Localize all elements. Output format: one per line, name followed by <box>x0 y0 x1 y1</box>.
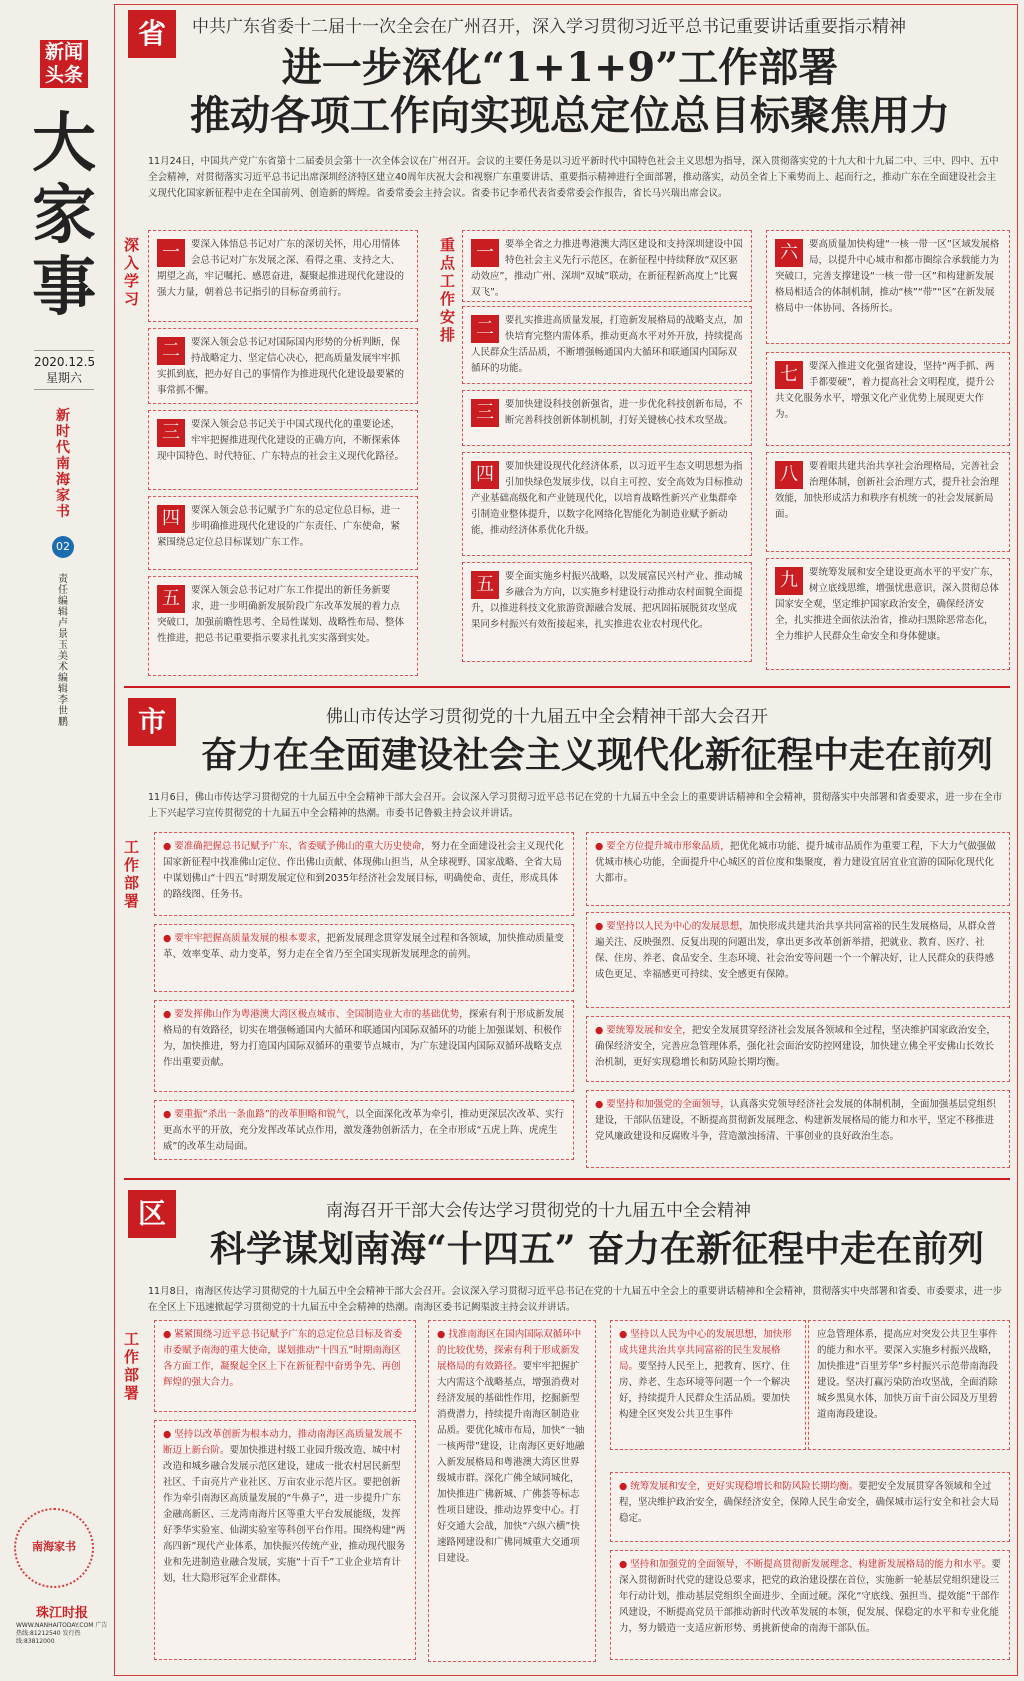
point-highlight: ● 要牢牢把握高质量发展的根本要求， <box>163 933 327 944</box>
section3-subhead: 南海召开干部大会传达学习贯彻党的十九届五中全会精神 <box>326 1201 751 1221</box>
point-box <box>154 1100 574 1160</box>
point-box <box>154 832 574 916</box>
section1-lead: 11月24日，中国共产党广东省第十二届委员会第十一次全体会议在广州召开。会议的主要任务是以习近平新时代中国特色社会主义思想为指导，深入贯彻落实党的十九大和十九届二中、三中、四中、五中全会精神，对贯彻落实习近平总书记出席深圳经济特区建立40周年庆祝大会和视察广东重要讲话、重要指示精神进行全面部署，推动落实，动员全省上下乘势而上、起而行之，推动广东在全面建设社会主义现代化国家新征程中走在全国前列、创造新的辉煌。省委常委会主持会议。省委书记李希代表省委常委会作报告，省长马兴瑞出席会议。 <box>148 156 999 199</box>
point-number: 四 <box>471 461 499 489</box>
point-number: 五 <box>157 585 185 613</box>
section1-subhead: 中共广东省委十二届十一次全会在广州召开，深入学习贯彻习近平总书记重要讲话重要指示精神 <box>192 17 906 37</box>
point-number: 八 <box>775 461 803 489</box>
point-box <box>148 576 418 676</box>
point-text: 应急管理体系，提高应对突发公共卫生事件的能力和水平。要深入实施乡村振兴战略，加快推进“百里芳华”乡村振兴示范带南海段建设。坚决打赢污染防治攻坚战，全面消除城乡黑臭水体，加快万亩千亩公园及万里碧道南海段建设。 <box>817 1329 998 1420</box>
column-title: 大家事 <box>32 106 96 325</box>
point-highlight: ● 坚持以改革创新为根本动力，推动南海区高质量发展不断迈上新台阶。 <box>163 1429 403 1456</box>
editors-credit: 责任编辑 卢景玉 美术编辑 李世鹏 <box>58 574 68 728</box>
date-text: 2020.12.5 <box>34 355 96 369</box>
point-highlight: ● 统筹发展和安全，更好实现稳增长和防风险长期均衡。 <box>619 1481 859 1492</box>
page-number: 02 <box>52 536 74 558</box>
point-box <box>462 562 752 662</box>
point-highlight: ● 要重振“杀出一条血路”的改革胆略和锐气， <box>163 1109 356 1120</box>
point-box <box>148 496 418 570</box>
point-box <box>766 558 1010 670</box>
point-box <box>586 832 1010 906</box>
point-box <box>428 1320 596 1662</box>
point-box <box>148 230 418 322</box>
point-box <box>766 352 1010 446</box>
point-text: 要坚持人民至上，把教育、医疗、住房、养老、生态环境等问题一个一个解决好，持续提升人民群众生活品质。要加快构建全区突发公共卫生事件 <box>619 1361 791 1420</box>
weekday-text: 星期六 <box>45 371 82 385</box>
point-text: 要举全省之力推进粤港澳大湾区建设和支持深圳建设中国特色社会主义先行示范区，在新征程中持续释放“双区驱动效应”，推动广州、深圳“双城”联动，在新征程新高度上“比翼双飞”。 <box>471 239 743 298</box>
section-divider <box>124 686 1010 688</box>
section1-headline-1: 进一步深化“1+1+9”工作部署 <box>281 44 839 91</box>
point-text: 要深入推进文化强省建设，坚持“两手抓、两手都要硬”，着力提高社会文明程度，提升公共文化服务水平，增强文化产业优势上展现更大作为。 <box>775 361 995 420</box>
point-box <box>462 230 752 302</box>
point-box <box>586 1090 1010 1168</box>
section2-subhead: 佛山市传达学习贯彻党的十九届五中全会精神干部大会召开 <box>326 707 768 727</box>
point-box <box>462 390 752 446</box>
point-text: 认真落实党领导经济社会发展的体制机制，全面加强基层党组织建设，干部队伍建设，不断提高贯彻新发展理念、构建新发展格局的能力和水平，坚定不移推进党风廉政建设和反腐败斗争，营造激浊扬清、干事创业的良好政治生态。 <box>595 1099 996 1142</box>
point-text: 要深入领会总书记对国际国内形势的分析判断，保持战略定力、坚定信心决心，把高质量发展牢牢抓实抓到底，把办好自己的事情作为推进现代化建设最要紧的事常抓不懈。 <box>157 337 405 396</box>
point-text: 要着眼共建共治共享社会治理格局，完善社会治理体制，创新社会治理方式，提升社会治理效能，加快形成活力和秩序有机统一的社会发展新局面。 <box>775 461 1000 520</box>
point-text: 要深入领会总书记对广东工作提出的新任务新要求，进一步明确新发展阶段广东改革发展的着力点突破口，加强前瞻性思考、全局性谋划、战略性布局、整体性推进，把总书记重要指示要求扎扎实实落到实处。 <box>157 585 405 644</box>
point-box <box>154 924 574 992</box>
point-number: 六 <box>775 239 803 267</box>
point-number: 七 <box>775 361 803 389</box>
point-box <box>610 1550 1010 1660</box>
section2-lead: 11月6日，佛山市传达学习贯彻党的十九届五中全会精神干部大会召开。会议深入学习贯彻习近平总书记在党的十九届五中全会上的重要讲话精神和全会精神，贯彻落实中央部署和省委要求，进一步在全市上下兴起学习宣传贯彻党的十九届五中全会精神的热潮。市委书记鲁毅主持会议并讲话。 <box>148 792 1003 819</box>
point-box <box>462 452 752 556</box>
point-number: 二 <box>471 315 499 343</box>
point-box <box>586 912 1010 1008</box>
point-number: 三 <box>157 419 185 447</box>
qr-label: 南海家书 <box>32 1540 76 1553</box>
point-box <box>154 1420 416 1660</box>
section-divider <box>124 1178 1010 1180</box>
point-box <box>610 1472 1010 1542</box>
newspaper-logo: 珠江时报 <box>35 1606 88 1621</box>
point-text: 把安全发展贯穿经济社会发展各领域和全过程，坚决维护国家政治安全，确保经济安全，完善应急管理体系，强化社会面治安防控网建设，加快建立佛全平安佛山长效长治机制，更好实现稳增长和防风险长期均衡。 <box>595 1025 996 1068</box>
point-text: 要深入贯彻新时代党的建设总要求，把党的政治建设摆在首位，实施新一轮基层党组织建设三年行动计划，推动基层党组织全面进步、全面过硬。深化“守底线、强担当、提效能”干部作风建设，不断提高党员干部推动新时代改革发展的本领，促发展、保稳定的水平和专业化能力，努力锻造一支适应新形势、勇挑新使命的南海干部队伍。 <box>619 1559 1001 1634</box>
point-text: 要牢牢把握扩大内需这个战略基点，增强消费对经济发展的基础性作用，挖掘新型消费潜力，持续提升南海区制造业品质。要优化城市布局，加快“一轴一核两带”建设，让南海区更好地融入新发展格局和粤港澳大湾区世界级城市群。深化广佛全域同城化，加快推进广佛新城、广佛荟等标志性项目建设，推动边界变中心。打好交通大会战，加快“六纵六横”快速路网建设和广佛同城重大交通项目建设。 <box>437 1361 585 1564</box>
point-text: 努力在全面建设社会主义现代化国家新征程中找准佛山定位、作出佛山贡献、体现佛山担当，从全球视野、国家战略、全省大局中谋划佛山“十四五”时期发展定位和到2035年经济社会发展目标，明确使命、责任，形成具体的路线图、任务书。 <box>163 841 564 900</box>
point-box <box>610 1320 806 1450</box>
point-highlight: ● 要坚持以人民为中心的发展思想， <box>595 921 749 932</box>
point-highlight: ● 要统筹发展和安全， <box>595 1025 692 1036</box>
point-number: 一 <box>157 239 185 267</box>
point-box <box>148 410 418 490</box>
section-mark-city: 市 <box>128 698 176 746</box>
point-highlight: ● 坚持以人民为中心的发展思想，加快形成共建共治共享共同富裕的民生发展格局。 <box>619 1329 792 1372</box>
vertical-column-tag: 新时代南海家书 <box>56 408 70 520</box>
point-text: 要深入领会总书记赋予广东的总定位总目标，进一步明确推进现代化建设的广东责任、广东使命，紧紧围绕总定位总目标谋划广东工作。 <box>157 505 401 548</box>
point-text: 要深入体悟总书记对广东的深切关怀，用心用情体会总书记对广东发展之深、看得之重、支持之大、期望之高，牢记嘱托、感恩奋进，凝聚起推进现代化建设的强大力量，朝着总书记指引的目标奋勇前行。 <box>157 239 405 298</box>
point-highlight: ● 找准南海区在国内国际双循环中的比较优势，探索有利于形成新发展格局的有效路径。 <box>437 1329 582 1372</box>
point-text: 要加快建设现代化经济体系，以习近平生态文明思想为指引加快绿色发展步伐，以自主可控、安全高效为目标推动产业基础高级化和产业链现代化，以培育战略性新兴产业集群牵引制造业整体提升，以数字化网络化智能化为制造业赋予新动能，推动经济体系优化升级。 <box>471 461 743 536</box>
point-highlight: ● 要坚持和加强党的全面领导， <box>595 1099 730 1110</box>
point-text: 要高质量加快构建“一核一带一区”区域发展格局，以提升中心城市和都市圈综合承载能力为突破口，完善支撑建设“一核一带一区”和构建新发展格局相适合的体制机制，推动“核”“带”“区”在新发展格局中一体协同、各扬所长。 <box>775 239 1000 314</box>
point-number: 九 <box>775 567 803 595</box>
point-text: 把优化城市功能、提升城市品质作为重要工程，下大力气做强做优城市核心功能，全面提升中心城区的首位度和集聚度，着力建设宜居宜业宜游的国际化现代化大都市。 <box>595 841 996 884</box>
point-text: 把新发展理念贯穿发展全过程和各领域，加快推动质量变革、效率变革、动力变革，努力走在全省乃至全国实现新发展理念的前列。 <box>163 933 564 960</box>
point-box <box>766 230 1010 344</box>
section-mark-district: 区 <box>128 1190 176 1238</box>
point-text: 要全面实施乡村振兴战略，以发展富民兴村产业、推动城乡融合为方向，以实施乡村建设行动推动农村面貌全面提升，以推进科技文化旅游资源融合发展、把巩固拓展脱贫攻坚成果同乡村振兴有效衔接起来，扎实推进农业农村现代化。 <box>471 571 743 630</box>
point-text: 要加快推进村级工业园升级改造、城中村改造和城乡融合发展示范区建设，建成一批农村居民新型社区、千亩亮片产业社区、万亩农业示范片区。要把创新作为牵引南海区高质量发展的“牛鼻子”，进一步提升广东金融高新区、三龙湾南海片区等重大平台发展能级，发挥好季华实验室、仙湖实验室等科创平台作用。围绕构建“两高四新”现代产业体系，加快振兴传统产业，推动现代服务业和先进制造业融合发展，实施“十百千”工业企业培育计划，壮大隐形冠军企业群体。 <box>163 1445 406 1584</box>
section1-tag-study: 深入学习 <box>124 236 140 308</box>
point-text: 要深入领会总书记关于中国式现代化的重要论述，牢牢把握推进现代化建设的正确方向，不断探索体现中国特色、时代特征、广东特点的社会主义现代化路径。 <box>157 419 405 462</box>
section2-headline: 奋力在全面建设社会主义现代化新征程中走在前列 <box>200 734 993 776</box>
section-mark-province: 省 <box>128 10 176 58</box>
point-highlight: ● 坚持和加强党的全面领导，不断提高贯彻新发展理念、构建新发展格局的能力和水平。 <box>619 1559 992 1570</box>
point-text: 要加快建设科技创新强省，进一步优化科技创新布局，不断完善科技创新体制机制，打好关键核心技术攻坚战。 <box>505 399 743 426</box>
point-text: 要把安全发展贯穿各领域和全过程，坚决维护政治安全，确保经济安全，保障人民生命安全，确保城市运行安全和社会大局稳定。 <box>619 1481 1000 1524</box>
point-highlight: ● 要准确把握总书记赋予广东、省委赋予佛山的重大历史使命， <box>163 841 431 852</box>
point-number: 三 <box>471 399 499 427</box>
point-number: 四 <box>157 505 185 533</box>
point-number: 五 <box>471 571 499 599</box>
qr-code-icon[interactable] <box>14 1508 94 1588</box>
point-text: 以全面深化改革为牵引，推动更深层次改革、实行更高水平的开放，充分发挥改革试点作用，激发蓬勃创新活力，在全市形成“五虎上阵、虎虎生威”的改革生动局面。 <box>163 1109 565 1152</box>
point-number: 一 <box>471 239 499 267</box>
point-highlight: ● 紧紧围绕习近平总书记赋予广东的总定位总目标及省委市委赋予南海的重大使命，谋划推动“十四五”时期南海区各方面工作，凝聚起全区上下在新征程中奋勇争先、再创辉煌的强大合力。 <box>163 1329 403 1388</box>
point-highlight: ● 要发挥佛山作为粤港澳大湾区极点城市、全国制造业大市的基础优势， <box>163 1009 469 1020</box>
point-box <box>154 1000 574 1092</box>
point-box <box>586 1016 1010 1082</box>
section3-tag: 工作部署 <box>124 1330 140 1402</box>
point-text: 加快形成共建共治共享共同富裕的民生发展格局，从群众普遍关注、反映强烈、反复出现的问题出发，拿出更多改革创新举措，把就业、教育、医疗、社保、住房、养老、食品安全、生态环境、社会治安等问题一个一个解决好，让人民群众的获得感成色更足、幸福感更可持续、安全感更有保障。 <box>595 921 996 980</box>
section3-headline: 科学谋划南海“十四五” 奋力在新征程中走在前列 <box>210 1228 984 1270</box>
section2-tag: 工作部署 <box>124 838 140 910</box>
point-number: 二 <box>157 337 185 365</box>
section3-lead: 11月8日，南海区传达学习贯彻党的十九届五中全会精神干部大会召开。会议深入学习贯彻习近平总书记在党的十九届五中全会上的重要讲话精神和全会精神，贯彻落实中央部署和省委、市委要求，进一步在全区上下迅速掀起学习贯彻党的十九届五中全会精神的热潮。南海区委书记阙渠波主持会议并讲话。 <box>148 1286 1003 1313</box>
point-box <box>148 328 418 404</box>
point-box <box>808 1320 1010 1450</box>
point-highlight: ● 要全方位提升城市形象品质， <box>595 841 730 852</box>
point-box <box>766 452 1010 552</box>
news-headline-badge: 新闻头条 <box>40 40 88 88</box>
point-text: 探索有利于形成新发展格局的有效路径，切实在增强畅通国内大循环和联通国内国际双循环的功能上加强谋划、积极作为，加快推进，努力打造国内国际双循环的重要节点城市，为广东建设国内国际双循环战略支点作出重要贡献。 <box>163 1009 564 1068</box>
sidebar <box>0 0 112 1681</box>
point-text: 要统筹发展和安全建设更高水平的平安广东，树立底线思维，增强忧患意识，深入贯彻总体国家安全观，坚定维护国家政治安全，确保经济安全，扎实推进全面依法治省，推动扫黑除恶常态化，全力维护人民群众生命安全和身体健康。 <box>775 567 1000 642</box>
section1-tag-work: 重点工作安排 <box>440 236 456 344</box>
section1-headline-2: 推动各项工作向实现总定位总目标聚焦用力 <box>190 92 950 139</box>
newspaper-meta: WWW.NANHAITODAY.COM 广告热线:81212540 发行热线:83812000 <box>16 1622 108 1645</box>
issue-date <box>34 350 94 390</box>
point-text: 要扎实推进高质量发展，打造新发展格局的战略支点，加快培育完整内需体系，推动更高水平对外开放，持续提高人民群众生活品质，不断增强畅通国内大循环和联通国内国际双循环的功能。 <box>471 315 743 374</box>
point-box <box>154 1320 416 1412</box>
point-box <box>462 306 752 384</box>
